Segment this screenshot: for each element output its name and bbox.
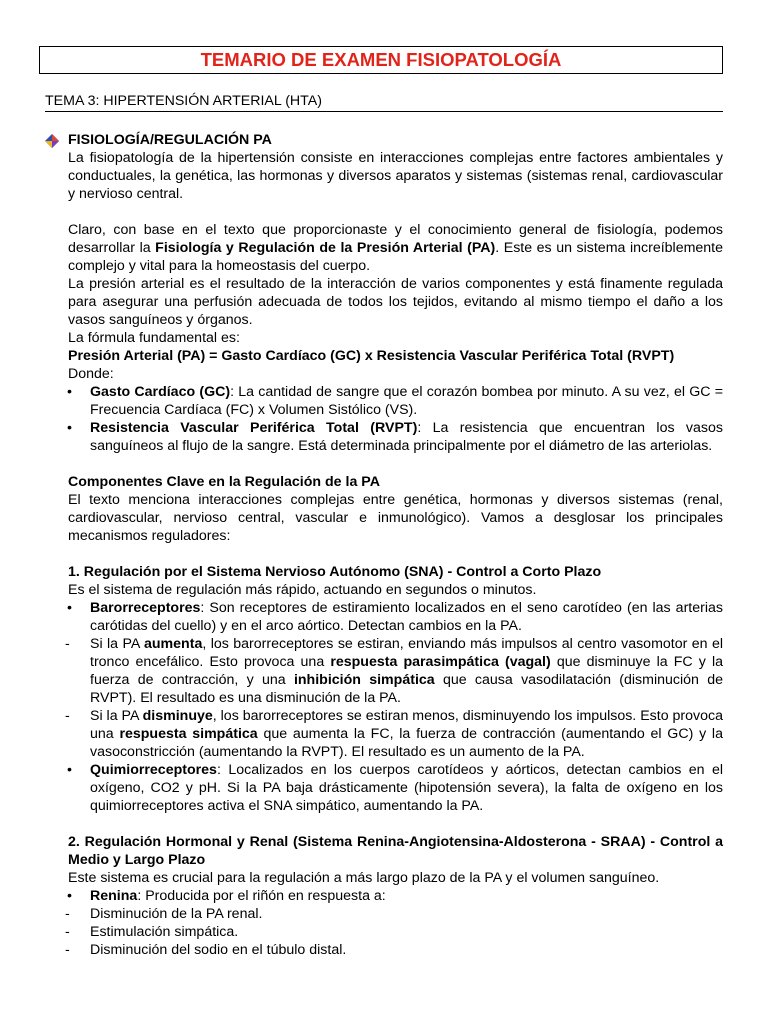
formula: Presión Arterial (PA) = Gasto Cardíaco (GC) x Resistencia Vascular Periférica Total (RVPT)	[68, 348, 675, 364]
paragraph-sna-intro: Es el sistema de regulación más rápido, actuando en segundos o minutos.	[68, 582, 537, 598]
list-item-pa-aumenta: - Si la PA aumenta, los barorreceptores se estiran, enviando más impulsos al centro vasomotor en el tronco encefálico. Esto provoca una respuesta parasimpática (vagal) que disminuye la FC y la fuerza de contracción, y una inhibición simpática que causa vasodilatación (disminución de RVPT). El resultado es una disminución de la PA.	[65, 636, 723, 706]
section-heading-text: FISIOLOGÍA/REGULACIÓN PA	[68, 132, 272, 148]
list-item-renina: • Renina: Producida por el riñón en respuesta a:	[67, 888, 386, 904]
section-heading-sna: 1. Regulación por el Sistema Nervioso Autónomo (SNA) - Control a Corto Plazo	[68, 564, 602, 580]
paragraph-componentes: El texto menciona interacciones complejas entre genética, hormonas y diversos sistemas (renal, cardiovascular, nervioso central, vascular e inmunológico). Vamos a desglosar los principales mecanismos reguladores:	[68, 492, 723, 544]
document-title: TEMARIO DE EXAMEN FISIOPATOLOGÍA	[39, 46, 723, 74]
paragraph-sraa-intro: Este sistema es crucial para la regulación a más largo plazo de la PA y el volumen sanguíneo.	[68, 870, 660, 886]
section-heading-componentes: Componentes Clave en la Regulación de la PA	[68, 474, 380, 490]
paragraph-claro: Claro, con base en el texto que proporcionaste y el conocimiento general de fisiología, podemos desarrollar la Fisiología y Regulación de la Presión Arterial (PA). Este es un sistema increíblemente complejo y vital para la homeostasis del cuerpo.	[68, 222, 724, 274]
list-item-renina-cause: - Disminución de la PA renal.	[65, 906, 263, 922]
topic-line: TEMA 3: HIPERTENSIÓN ARTERIAL (HTA)	[45, 92, 723, 112]
list-item-renina-cause: - Disminución del sodio en el túbulo distal.	[65, 942, 347, 958]
paragraph-presion: La presión arterial es el resultado de la interacción de varios componentes y está finamente regulada para asegurar una perfusión adecuada de todos los tejidos, evitando al mismo tiempo el daño a los vasos sanguíneos y órganos.	[68, 276, 723, 328]
section-heading-fisiologia	[68, 131, 723, 149]
document-body	[65, 131, 724, 959]
section-heading-sraa: 2. Regulación Hormonal y Renal (Sistema Renina-Angiotensina-Aldosterona - SRAA) - Control a Medio y Largo Plazo	[68, 834, 723, 868]
list-item-rvpt: • Resistencia Vascular Periférica Total (RVPT): La resistencia que encuentran los vasos sanguíneos al flujo de la sangre. Está determinada principalmente por el diámetro de las arteriolas.	[67, 420, 723, 454]
paragraph-formula-intro: La fórmula fundamental es:	[68, 330, 240, 346]
list-item-pa-disminuye: - Si la PA disminuye, los barorreceptores se estiran menos, disminuyendo los impulsos. Esto provoca una respuesta simpática que aumenta la FC, la fuerza de contracción (aumentando el GC) y la vasoconstricción (aumentando la RVPT). El resultado es un aumento de la PA.	[65, 708, 724, 760]
paragraph-intro: La fisiopatología de la hipertensión consiste en interacciones complejas entre factores ambientales y conductuales, la genética, las hormonas y diversos aparatos y sistemas (sistemas renal, cardiovascular y nervioso central.	[68, 150, 723, 202]
list-item-barorreceptores: • Barorreceptores: Son receptores de estiramiento localizados en el seno carotídeo (en las arterias carótidas del cuello) y en el arco aórtico. Detectan cambios en la PA.	[67, 600, 723, 634]
list-item-quimiorreceptores: • Quimiorreceptores: Localizados en los cuerpos carotídeos y aórticos, detectan cambios en el oxígeno, CO2 y pH. Si la PA baja drásticamente (hipotensión severa), la falta de oxígeno en los quimiorreceptores activa el SNA simpático, aumentando la PA.	[67, 762, 723, 814]
list-item-renina-cause: - Estimulación simpática.	[65, 924, 239, 940]
diamond-bullet-icon	[44, 133, 60, 149]
paragraph-donde: Donde:	[68, 366, 114, 382]
list-item-gasto-cardiaco: • Gasto Cardíaco (GC): La cantidad de sangre que el corazón bombea por minuto. A su vez, el GC = Frecuencia Cardíaca (FC) x Volumen Sistólico (VS).	[67, 384, 723, 418]
